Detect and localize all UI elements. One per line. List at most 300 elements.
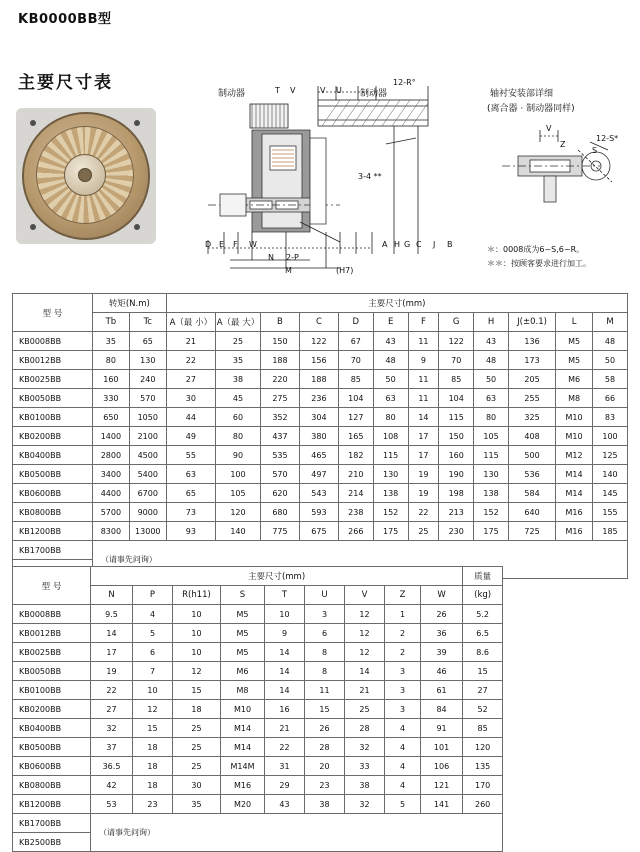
cell: 11: [408, 332, 439, 351]
cell: 10: [133, 681, 173, 700]
cell: 73: [166, 503, 215, 522]
cell: 8300: [92, 522, 129, 541]
cell: 43: [373, 332, 408, 351]
table1-model: KB0500BB: [13, 465, 93, 484]
table1-model: KB0600BB: [13, 484, 93, 503]
table-row: [13, 351, 628, 370]
cell: 84: [421, 700, 463, 719]
cell: 304: [299, 408, 338, 427]
detail-bolt-callout: 12-S*: [596, 134, 619, 143]
cell: 12: [345, 605, 385, 624]
cell: 214: [338, 484, 373, 503]
dim-J: J: [433, 240, 436, 249]
table1-model: KB0050BB: [13, 389, 93, 408]
cell: 12: [345, 643, 385, 662]
cell: 25: [173, 738, 221, 757]
cell: 188: [299, 370, 338, 389]
cell: 26: [305, 719, 345, 738]
table-row: [13, 624, 503, 643]
dim-W: W: [249, 240, 257, 249]
cell: M6: [556, 370, 593, 389]
cell: M6: [221, 662, 265, 681]
cell: 15: [133, 719, 173, 738]
cell: 120: [215, 503, 260, 522]
cell: 437: [261, 427, 300, 446]
cell: 3: [385, 681, 421, 700]
dim-A: A: [382, 240, 388, 249]
cell: 14: [265, 681, 305, 700]
cell: 240: [129, 370, 166, 389]
detail-dim-S: S: [592, 146, 598, 155]
table2-subhdr-n: N: [91, 586, 133, 605]
cell: 1400: [92, 427, 129, 446]
cell-mass: 85: [463, 719, 503, 738]
table1-subhdr-f: F: [408, 313, 439, 332]
cell: 4: [385, 719, 421, 738]
dim-E: E: [219, 240, 225, 249]
cell: 17: [408, 427, 439, 446]
cell: 205: [508, 370, 555, 389]
cell: 4500: [129, 446, 166, 465]
cell: 9.5: [91, 605, 133, 624]
dim-U-top: U: [336, 86, 342, 95]
cell: 37: [91, 738, 133, 757]
brake-label-left: 制动器: [218, 89, 246, 99]
cell: 175: [474, 522, 509, 541]
cell: 83: [593, 408, 628, 427]
cell: 33: [345, 757, 385, 776]
photo-bolt: [30, 120, 36, 126]
cell: 213: [439, 503, 474, 522]
cell: 3: [305, 605, 345, 624]
cell: 121: [421, 776, 463, 795]
cell: 30: [166, 389, 215, 408]
cell: 11: [408, 370, 439, 389]
cell: 63: [166, 465, 215, 484]
table-row: [13, 795, 503, 814]
cell: 80: [92, 351, 129, 370]
cell: 198: [439, 484, 474, 503]
cell: 108: [373, 427, 408, 446]
cell: 584: [508, 484, 555, 503]
bolt-callout-mid: 3-4 **: [358, 172, 382, 181]
cell: M14: [221, 719, 265, 738]
cell: 408: [508, 427, 555, 446]
drawing-note-1: ＊：0008成为6~S,6~R。: [487, 245, 585, 254]
cell: 140: [215, 522, 260, 541]
cell: M14M: [221, 757, 265, 776]
cell: 4400: [92, 484, 129, 503]
cell: 152: [474, 503, 509, 522]
cell: 28: [305, 738, 345, 757]
cell: M5: [556, 332, 593, 351]
detail-dim-V: V: [546, 124, 552, 133]
cell: 14: [345, 662, 385, 681]
table2-model: KB0500BB: [13, 738, 91, 757]
cell: 27: [166, 370, 215, 389]
cell: 500: [508, 446, 555, 465]
table2-col-model: 型 号: [13, 567, 91, 605]
cell: 17: [408, 446, 439, 465]
cell: 3: [385, 700, 421, 719]
table1-subhdr-g: G: [439, 313, 474, 332]
cell: 18: [173, 700, 221, 719]
table2-group-dims: 主要尺寸(mm): [91, 567, 463, 586]
cell: 36.5: [91, 757, 133, 776]
cell: 620: [261, 484, 300, 503]
table1-col-model: 型 号: [13, 294, 93, 332]
cell: 25: [173, 757, 221, 776]
cell: 275: [261, 389, 300, 408]
cell: 10: [173, 624, 221, 643]
cell: 35: [173, 795, 221, 814]
cell: 48: [593, 332, 628, 351]
table2-subhdr-z: Z: [385, 586, 421, 605]
cell: 125: [593, 446, 628, 465]
cell: 13000: [129, 522, 166, 541]
cell: 10: [173, 605, 221, 624]
cell: 101: [421, 738, 463, 757]
cell: 9000: [129, 503, 166, 522]
h7-callout: (H7): [336, 266, 354, 275]
table1-model: KB0025BB: [13, 370, 93, 389]
table-row: [13, 719, 503, 738]
cell: 67: [338, 332, 373, 351]
cell: 138: [474, 484, 509, 503]
dim-T: T: [275, 86, 280, 95]
cell: 18: [133, 776, 173, 795]
page-model-code: KB0000BB型: [18, 12, 112, 27]
cell: 2800: [92, 446, 129, 465]
table2-subhdr-w: W: [421, 586, 463, 605]
dim-H: H: [394, 240, 401, 249]
cell: 42: [91, 776, 133, 795]
cell: 80: [373, 408, 408, 427]
cell: 19: [408, 484, 439, 503]
table2-subhdr-r: R(h11): [173, 586, 221, 605]
cell: 210: [338, 465, 373, 484]
cell: 100: [593, 427, 628, 446]
table-row: [13, 522, 628, 541]
cell: 1050: [129, 408, 166, 427]
table1-model: KB0012BB: [13, 351, 93, 370]
cell: 20: [305, 757, 345, 776]
cell: 106: [421, 757, 463, 776]
table2-model: KB0800BB: [13, 776, 91, 795]
dim-B: B: [447, 240, 453, 249]
cell: M5: [556, 351, 593, 370]
table-row: [13, 427, 628, 446]
cell: 65: [166, 484, 215, 503]
table-row: [13, 503, 628, 522]
cell: M5: [221, 624, 265, 643]
cell: 380: [299, 427, 338, 446]
table-row: [13, 700, 503, 719]
cell: 45: [215, 389, 260, 408]
cell: 70: [338, 351, 373, 370]
cell: M14: [556, 465, 593, 484]
cell-mass: 170: [463, 776, 503, 795]
table-row: [13, 446, 628, 465]
cell: M5: [221, 643, 265, 662]
cell: 15: [305, 700, 345, 719]
cell: 14: [408, 408, 439, 427]
page-title: 主要尺寸表: [18, 73, 113, 93]
cell: 330: [92, 389, 129, 408]
table1-model: KB0008BB: [13, 332, 93, 351]
cell: M16: [556, 522, 593, 541]
table2-mass-unit: (kg): [463, 586, 503, 605]
cell: 3: [385, 662, 421, 681]
cell: M12: [556, 446, 593, 465]
table1-subhdr-h: H: [474, 313, 509, 332]
cell: 35: [215, 351, 260, 370]
table2-model: KB0025BB: [13, 643, 91, 662]
cell: 18: [133, 738, 173, 757]
cell: 90: [215, 446, 260, 465]
cell: 17: [91, 643, 133, 662]
cell: 4: [133, 605, 173, 624]
photo-bolt: [30, 224, 36, 230]
dim-F: F: [233, 240, 238, 249]
cell: 536: [508, 465, 555, 484]
cell: 5: [133, 624, 173, 643]
cell: 6: [305, 624, 345, 643]
table2-inquiry-note: （请事先问询）: [91, 814, 503, 852]
cell: 105: [215, 484, 260, 503]
cell: M10: [556, 427, 593, 446]
cell-mass: 15: [463, 662, 503, 681]
cell: 640: [508, 503, 555, 522]
cell: 236: [299, 389, 338, 408]
cell: 145: [593, 484, 628, 503]
cell: M14: [221, 738, 265, 757]
bolt-callout-2p: 2-P: [286, 253, 299, 262]
cell: 10: [173, 643, 221, 662]
cell: 55: [166, 446, 215, 465]
cell: 91: [421, 719, 463, 738]
table2-model: KB1700BB: [13, 814, 91, 833]
drawing-note-2: ＊＊：按顾客要求进行加工。: [487, 259, 591, 268]
cell: 43: [265, 795, 305, 814]
cell: 9: [408, 351, 439, 370]
cell: 38: [215, 370, 260, 389]
table2-model: KB0200BB: [13, 700, 91, 719]
cell: 25: [173, 719, 221, 738]
cell: 650: [92, 408, 129, 427]
cell: 28: [345, 719, 385, 738]
cell: 543: [299, 484, 338, 503]
table1-subhdr-amin: A（最 小）: [166, 313, 215, 332]
table1-inquiry-note: （请事先问询）: [92, 541, 627, 579]
table-row: [13, 643, 503, 662]
cell: 535: [261, 446, 300, 465]
cell: 6: [133, 643, 173, 662]
cell: 30: [173, 776, 221, 795]
cell: 65: [129, 332, 166, 351]
table1-model: KB1200BB: [13, 522, 93, 541]
cell: 11: [408, 389, 439, 408]
dim-V-top: V: [290, 86, 296, 95]
cell: 4: [385, 738, 421, 757]
cell: 21: [345, 681, 385, 700]
table2-model: KB2500BB: [13, 833, 91, 852]
cell: 160: [92, 370, 129, 389]
table-row: [13, 814, 503, 833]
cell: 38: [305, 795, 345, 814]
cell: 22: [166, 351, 215, 370]
table1-subhdr-e: E: [373, 313, 408, 332]
table1-header-row-2: [13, 313, 628, 332]
table2-model: KB0400BB: [13, 719, 91, 738]
cell: 165: [338, 427, 373, 446]
cell: 255: [508, 389, 555, 408]
cell: 160: [439, 446, 474, 465]
table1-subhdr-c: C: [299, 313, 338, 332]
cell: 2100: [129, 427, 166, 446]
detail-subtitle: (离合器 · 制动器同样): [487, 104, 575, 114]
cell: 85: [439, 370, 474, 389]
table1-model: KB0800BB: [13, 503, 93, 522]
table2-group-mass: 质量: [463, 567, 503, 586]
cell: 130: [474, 465, 509, 484]
cell: 25: [408, 522, 439, 541]
cell: 19: [408, 465, 439, 484]
cell: 32: [345, 738, 385, 757]
dim-N: N: [268, 253, 274, 262]
cell: 570: [129, 389, 166, 408]
cell: 220: [261, 370, 300, 389]
table1-subhdr-b: B: [261, 313, 300, 332]
cell-mass: 120: [463, 738, 503, 757]
table2-model: KB0012BB: [13, 624, 91, 643]
table1-header-row-1: [13, 294, 628, 313]
table1-model: KB0100BB: [13, 408, 93, 427]
cell: 104: [338, 389, 373, 408]
cell: 775: [261, 522, 300, 541]
table2-model: KB1200BB: [13, 795, 91, 814]
cell: 21: [166, 332, 215, 351]
table2-model: KB0100BB: [13, 681, 91, 700]
table-row: [13, 738, 503, 757]
table-row: [13, 484, 628, 503]
cell: 44: [166, 408, 215, 427]
cell: 14: [91, 624, 133, 643]
cell: 23: [133, 795, 173, 814]
cell: 22: [265, 738, 305, 757]
cell: 150: [439, 427, 474, 446]
cell: 4: [385, 757, 421, 776]
cell: 115: [439, 408, 474, 427]
cell: 182: [338, 446, 373, 465]
photo-bolt: [134, 120, 140, 126]
cell: 680: [261, 503, 300, 522]
dim-M: M: [285, 266, 292, 275]
cell: 48: [474, 351, 509, 370]
cell: 16: [265, 700, 305, 719]
table1-model: KB0400BB: [13, 446, 93, 465]
cell-mass: 6.5: [463, 624, 503, 643]
cell: 2: [385, 643, 421, 662]
table-row: [13, 757, 503, 776]
table-row: [13, 370, 628, 389]
cell: 48: [373, 351, 408, 370]
cell: 122: [299, 332, 338, 351]
table-row: [13, 776, 503, 795]
table1-subhdr-tc: Tc: [129, 313, 166, 332]
dim-D: D: [205, 240, 212, 249]
table2-model: KB0050BB: [13, 662, 91, 681]
table-row: [13, 681, 503, 700]
dimension-table-secondary: [12, 566, 503, 852]
bolt-callout-top: 12-R°: [393, 78, 416, 87]
cell: 5700: [92, 503, 129, 522]
table1-subhdr-amax: A（最 大）: [215, 313, 260, 332]
cell: 155: [593, 503, 628, 522]
cell: 23: [305, 776, 345, 795]
cell: 50: [373, 370, 408, 389]
table1-subhdr-tb: Tb: [92, 313, 129, 332]
cell: 3400: [92, 465, 129, 484]
table2-model: KB0600BB: [13, 757, 91, 776]
cell: 22: [408, 503, 439, 522]
cell: 156: [299, 351, 338, 370]
clutch-photo: [12, 104, 160, 248]
cell: 266: [338, 522, 373, 541]
cell: 29: [265, 776, 305, 795]
table1-subhdr-l: L: [556, 313, 593, 332]
table-row: [13, 605, 503, 624]
cell: 5400: [129, 465, 166, 484]
cell: M16: [556, 503, 593, 522]
cell: 43: [474, 332, 509, 351]
cell-mass: 27: [463, 681, 503, 700]
cell: M10: [221, 700, 265, 719]
cell: 115: [474, 446, 509, 465]
table2-header-row-1: [13, 567, 503, 586]
cell: 80: [474, 408, 509, 427]
cell: 58: [593, 370, 628, 389]
table-row: [13, 662, 503, 681]
table-row: [13, 465, 628, 484]
cell: 32: [91, 719, 133, 738]
cell: 725: [508, 522, 555, 541]
cell: M8: [221, 681, 265, 700]
cell: 140: [593, 465, 628, 484]
dim-C: C: [416, 240, 422, 249]
cell: 50: [474, 370, 509, 389]
cell: 497: [299, 465, 338, 484]
cell: 14: [265, 662, 305, 681]
cell: M16: [221, 776, 265, 795]
cell: 138: [373, 484, 408, 503]
cell: 127: [338, 408, 373, 427]
table2-subhdr-u: U: [305, 586, 345, 605]
cell: 188: [261, 351, 300, 370]
cell: 36: [421, 624, 463, 643]
cell: 53: [91, 795, 133, 814]
cell: 136: [508, 332, 555, 351]
cell: 141: [421, 795, 463, 814]
cell: 152: [373, 503, 408, 522]
cell: 10: [265, 605, 305, 624]
cell: M5: [221, 605, 265, 624]
cell: 185: [593, 522, 628, 541]
cell: 61: [421, 681, 463, 700]
table2-subhdr-p: P: [133, 586, 173, 605]
dim-V2-top: V: [320, 86, 326, 95]
cell: 85: [338, 370, 373, 389]
